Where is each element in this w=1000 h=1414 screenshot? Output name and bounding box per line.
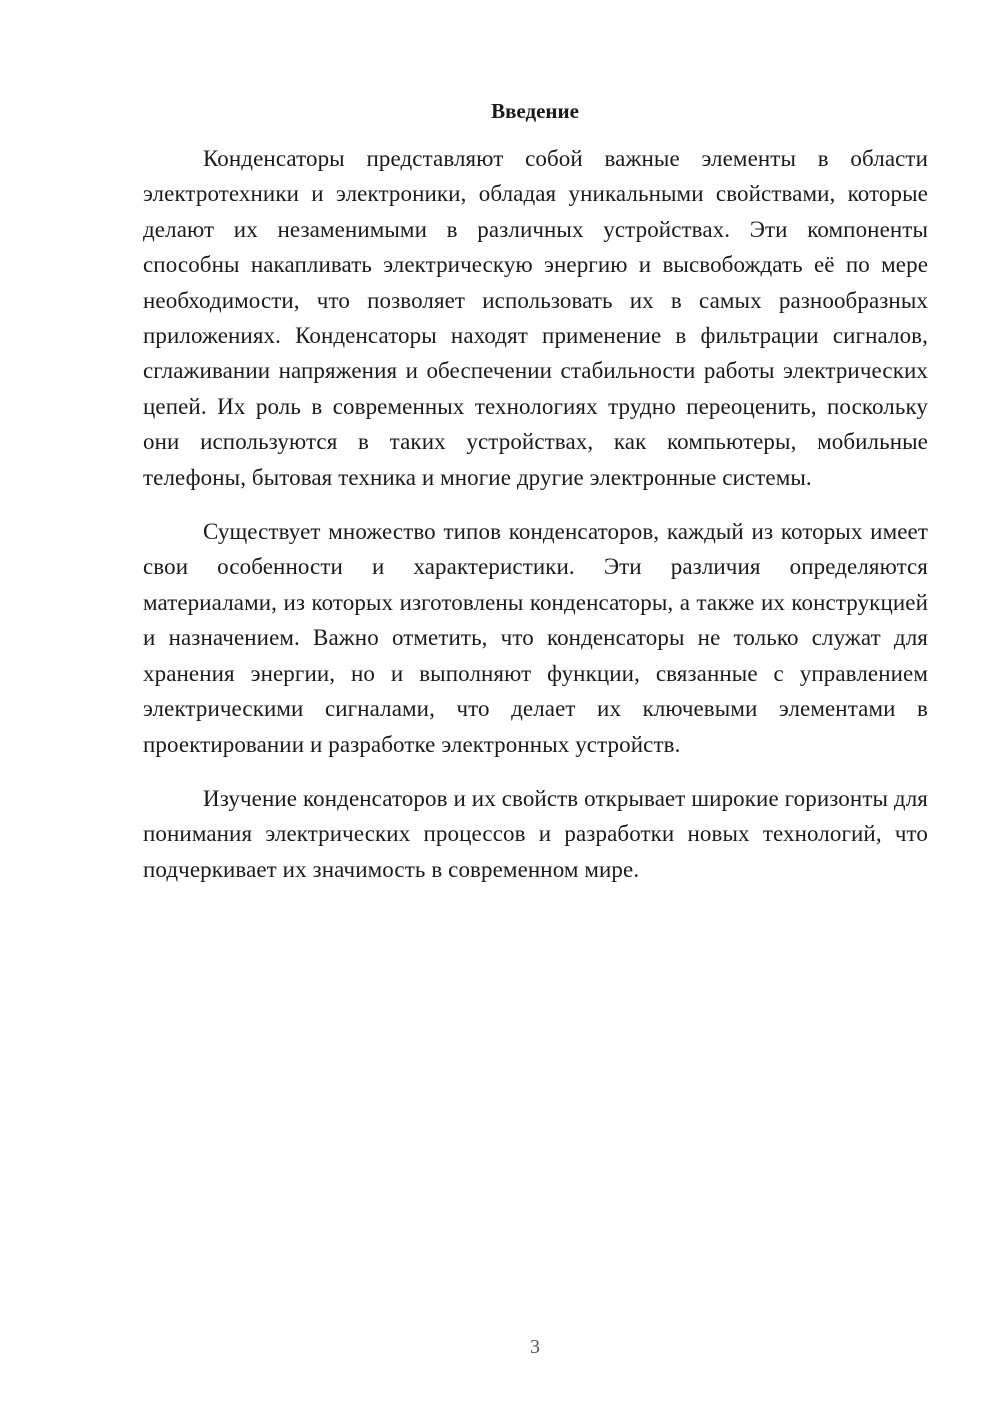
page-number: 3 xyxy=(530,1336,540,1358)
paragraph-3: Изучение конденсаторов и их свойств открывает широкие горизонты для понимания электрических процессов и разработки новых технологий, что подчеркивает их значимость в современном мире. xyxy=(143,785,928,882)
paragraph-2: Существует множество типов конденсаторов, каждый из которых имеет свои особенности и характеристики. Эти различия определяются материалами, из которых изготовлены конденсаторы, а также их конструкцией и назначением. Важно отметить, что конденсаторы не только служат для хранения энергии, но и выполняют функции, связанные с управлением электрическими сигналами, что делает их ключевыми элементами в проектировании и разработке электронных устройств. xyxy=(143,519,928,757)
section-heading: Введение xyxy=(491,99,579,123)
paragraph-1: Конденсаторы представляют собой важные элементы в области электротехники и электроники, обладая уникальными свойствами, которые делают их незаменимыми в различных устройствах. Эти компоненты способны накапливать электрическую энергию и высвобождать её по мере необходимости, что позволяет использовать их в самых разнообразных приложениях. Конденсаторы находят применение в фильтрации сигналов, сглаживании напряжения и обеспечении стабильности работы электрических цепей. Их роль в современных технологиях трудно переоценить, поскольку они используются в таких устройствах, как компьютеры, мобильные телефоны, бытовая техника и многие другие электронные системы. xyxy=(143,146,928,490)
body-text xyxy=(143,141,928,906)
